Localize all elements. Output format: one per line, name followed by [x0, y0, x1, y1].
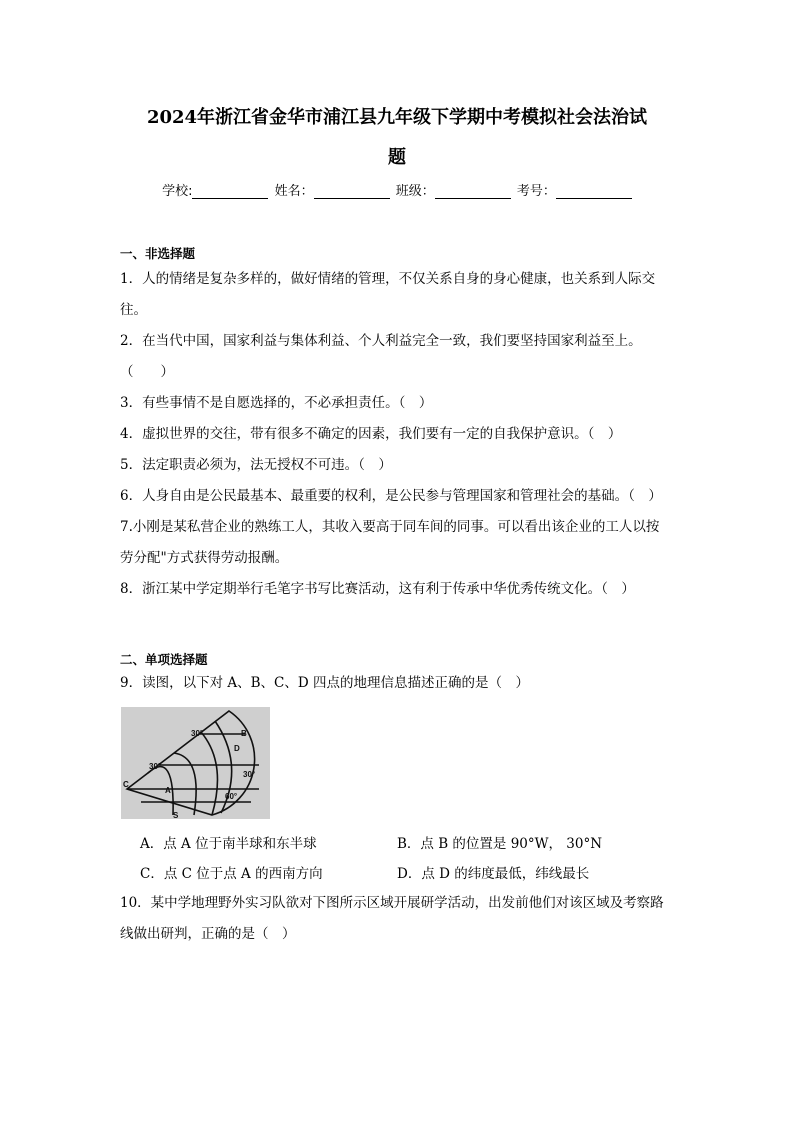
question-7-line-1: 7.小刚是某私营企业的熟练工人，其收入要高于同车间的同事。可以看出该企业的工人以按: [120, 519, 660, 535]
question-6: 6．人身自由是公民最基本、最重要的权利，是公民参与管理国家和管理社会的基础。（ ）: [120, 488, 662, 504]
section-heading-single-choice: 二、单项选择题: [120, 652, 208, 667]
exam-number-blank[interactable]: [556, 184, 632, 199]
class-label: 班级：: [395, 184, 435, 199]
question-9: 9．读图，以下对 A、B、C、D 四点的地理信息描述正确的是（ ）: [120, 675, 529, 691]
label-b: B: [241, 729, 247, 738]
class-blank[interactable]: [435, 184, 511, 199]
label-c: C: [123, 780, 129, 789]
question-10-line-1: 10．某中学地理野外实习队欲对下图所示区域开展研学活动，出发前他们对该区域及考察路: [120, 895, 664, 911]
name-label: 姓名：: [274, 184, 314, 199]
q9-option-d[interactable]: D．点 D 的纬度最低，纬线最长: [397, 866, 590, 882]
question-1-line-2: 往。: [120, 302, 147, 318]
question-2-line-2: （ ）: [120, 364, 174, 380]
q9-option-b[interactable]: B．点 B 的位置是 90°W， 30°N: [397, 836, 603, 852]
question-4: 4．虚拟世界的交往，带有很多不确定的因素，我们要有一定的自我保护意识。（ ）: [120, 426, 622, 442]
question-8: 8．浙江某中学定期举行毛笔字书写比赛活动，这有利于传承中华优秀传统文化。（ ）: [120, 581, 635, 597]
label-a: A: [165, 786, 171, 795]
question-1-line-1: 1．人的情绪是复杂多样的，做好情绪的管理，不仅关系自身的身心健康，也关系到人际交: [120, 271, 656, 287]
exam-number-label: 考号：: [516, 184, 556, 199]
question-2-line-1: 2．在当代中国，国家利益与集体利益、个人利益完全一致，我们要坚持国家利益至上。: [120, 333, 642, 349]
graticule-figure: [121, 707, 270, 819]
graticule-diagram: [121, 707, 270, 819]
label-bottom-60: 60°: [225, 792, 238, 801]
school-label: 学校:: [162, 184, 193, 199]
q9-option-c[interactable]: C．点 C 位于点 A 的西南方向: [140, 866, 323, 882]
label-d: D: [234, 744, 240, 753]
label-top-30: 30°: [191, 729, 204, 738]
question-3: 3．有些事情不是自愿选择的，不必承担责任。（ ）: [120, 395, 433, 411]
student-info-row: [0, 180, 794, 199]
question-7-line-2: 劳分配"方式获得劳动报酬。: [120, 550, 289, 566]
question-5: 5．法定职责必须为，法无授权不可违。（ ）: [120, 457, 392, 473]
school-blank[interactable]: [192, 184, 268, 199]
question-10-line-2: 线做出研判，正确的是（ ）: [120, 926, 296, 942]
section-heading-non-choice: 一、非选择题: [120, 246, 196, 261]
label-s: S: [173, 811, 179, 819]
label-left-30: 30°: [149, 762, 162, 771]
document-title-line-1: 2024年浙江省金华市浦江县九年级下学期中考模拟社会法治试: [146, 107, 648, 128]
q9-option-a[interactable]: A．点 A 位于南半球和东半球: [140, 836, 317, 852]
name-blank[interactable]: [314, 184, 390, 199]
label-right-30: 30°: [243, 770, 256, 779]
document-title-line-2: 题: [388, 147, 406, 168]
